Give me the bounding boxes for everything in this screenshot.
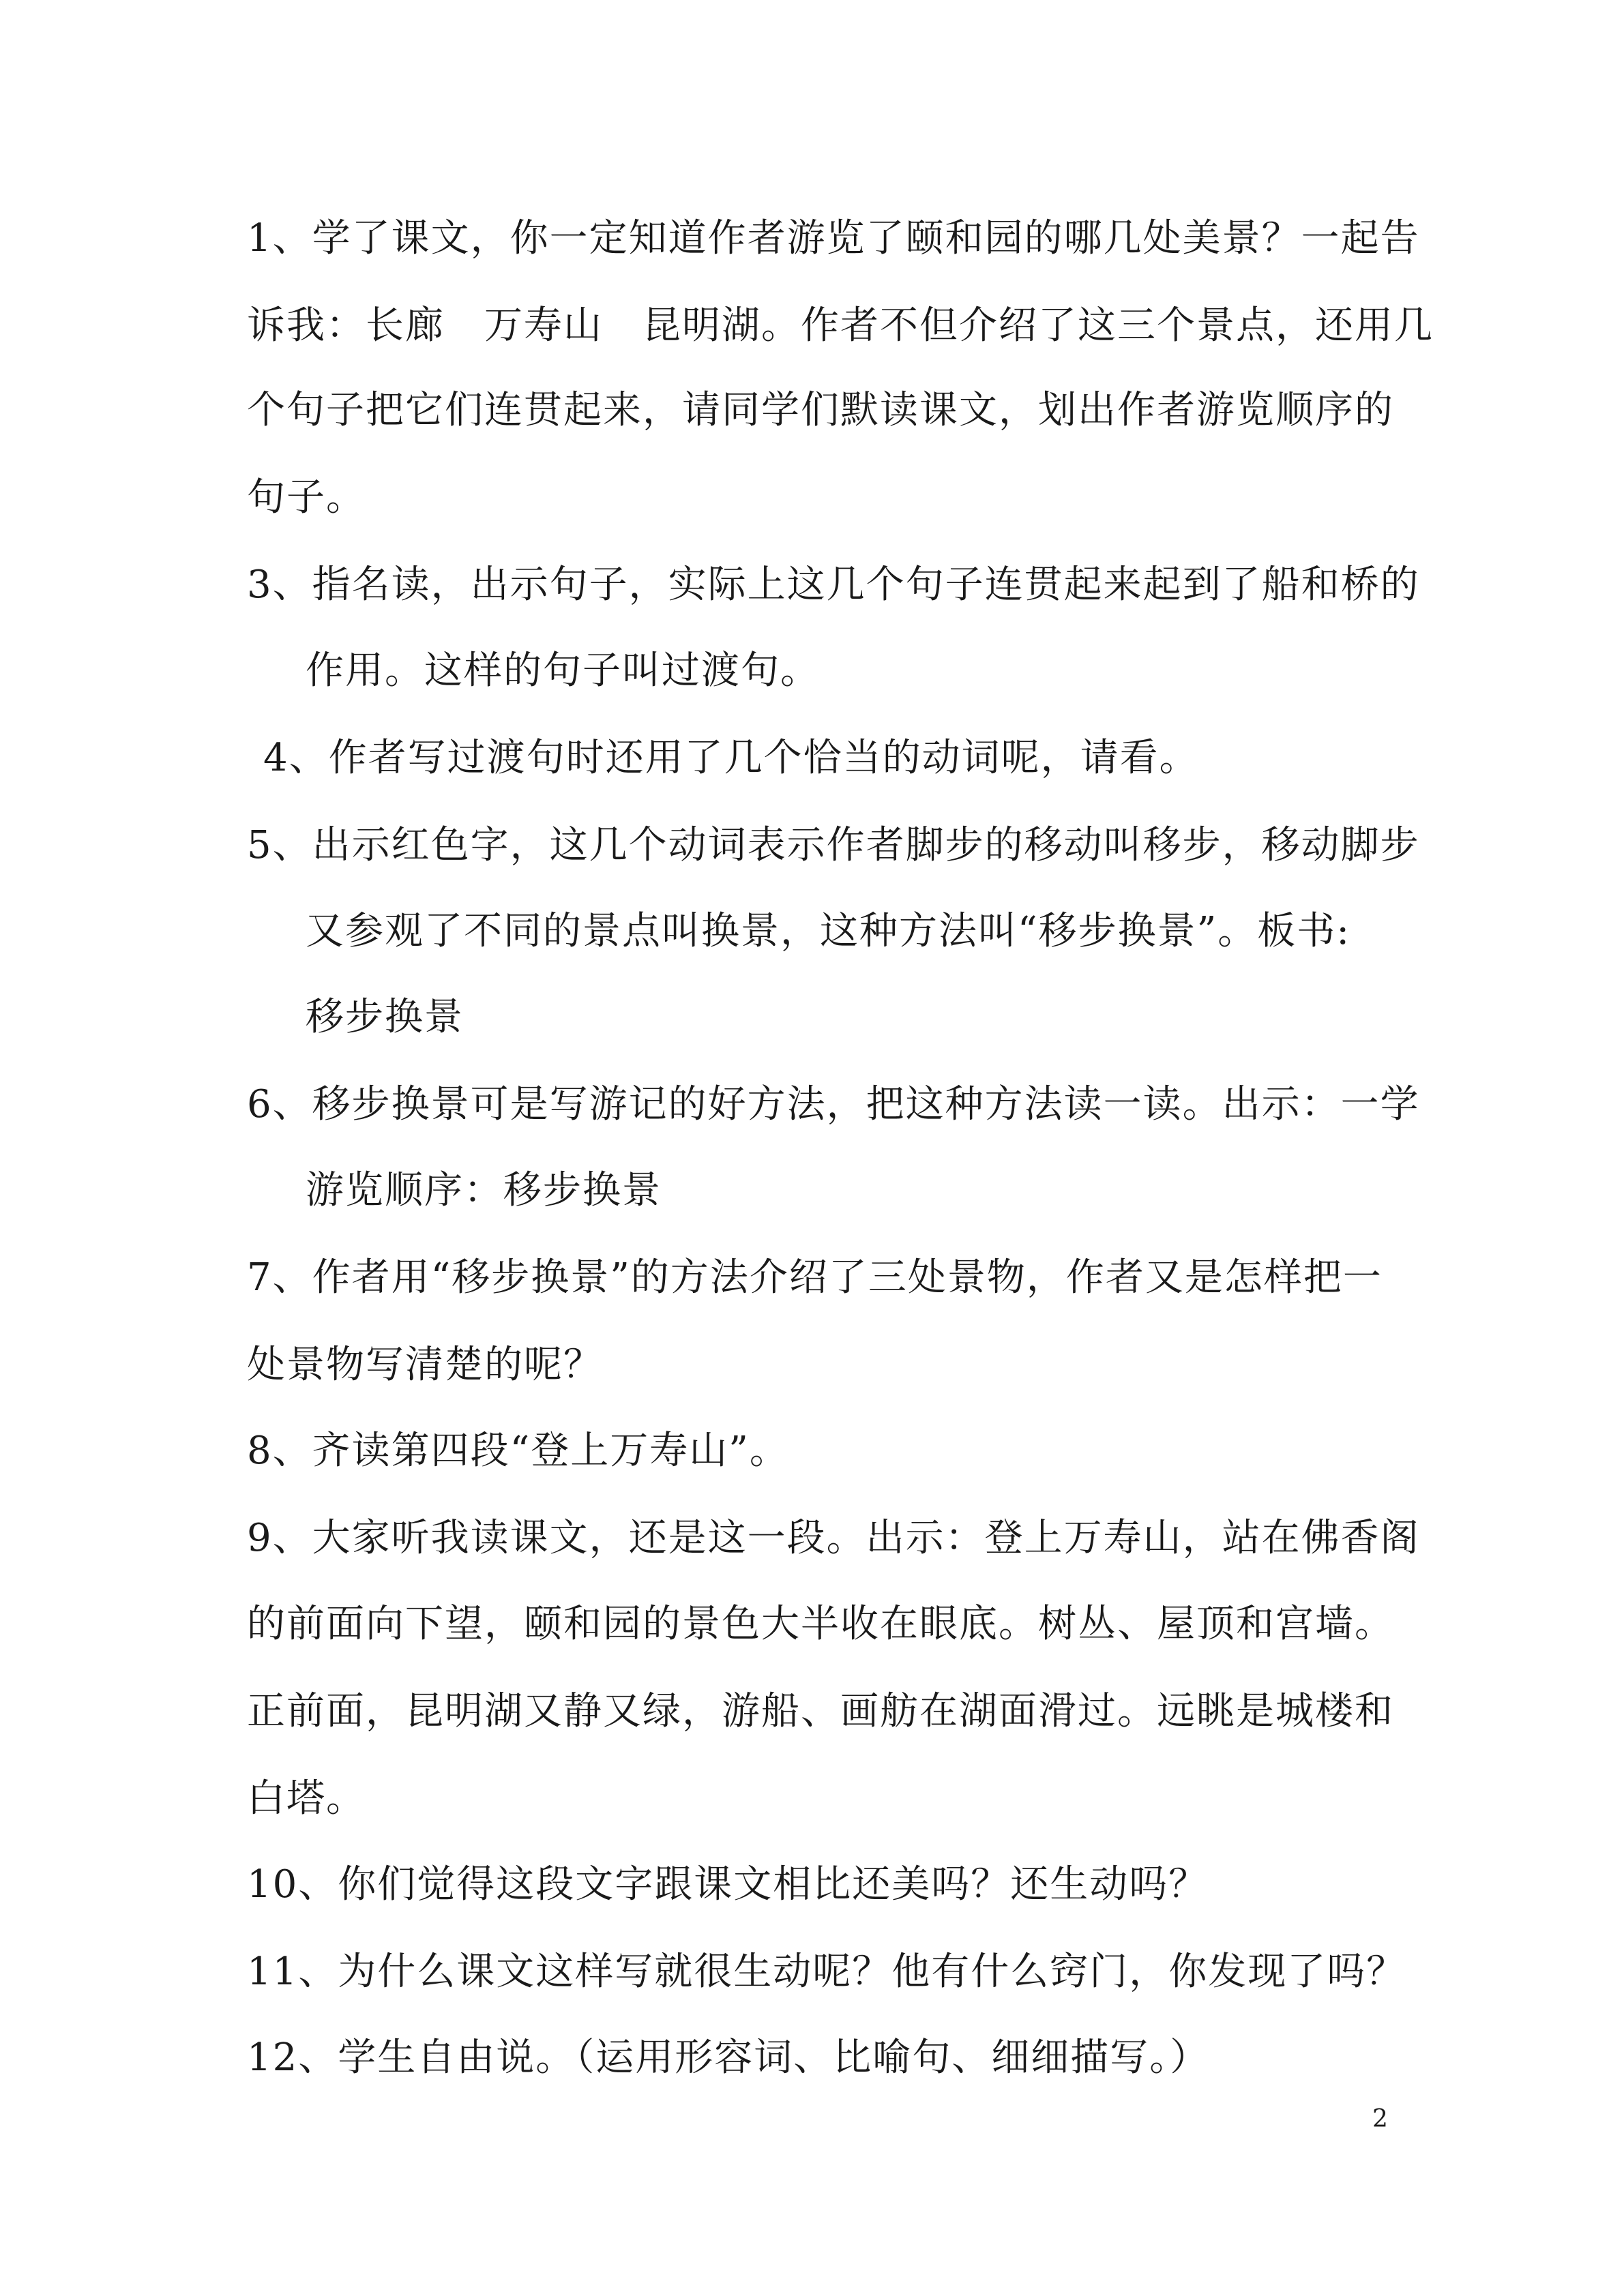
text-line: 6、移步换景可是写游记的好方法，把这种方法读一读。出示：一学	[247, 1082, 1420, 1127]
text-line: 又参观了不同的景点叫换景，这种方法叫“移步换景”。板书:	[306, 909, 1351, 953]
text-line: 8、齐读第四段“登上万寿山”。	[247, 1429, 789, 1473]
text-line: 句子。	[247, 475, 366, 520]
text-line: 处景物写清楚的呢？	[247, 1343, 603, 1387]
text-line: 9、大家听我读课文，还是这一段。出示：登上万寿山，站在佛香阁	[247, 1516, 1420, 1560]
text-line: 5、出示红色字，这几个动词表示作者脚步的移动叫移步，移动脚步	[247, 823, 1420, 867]
text-line: 正前面，昆明湖又静又绿，游船、画舫在湖面滑过。远眺是城楼和	[247, 1689, 1394, 1733]
text-line: 12、学生自由说。（运用形容词、比喻句、细细描写。）	[247, 2036, 1210, 2080]
text-line: 个句子把它们连贯起来，请同学们默读课文，划出作者游览顺序的	[247, 388, 1394, 432]
text-line: 4、作者写过渡句时还用了几个恰当的动词呢，请看。	[263, 736, 1199, 780]
text-line: 诉我：长廊 万寿山 昆明湖。作者不但介绍了这三个景点，还用几	[247, 303, 1434, 348]
text-line: 移步换景	[306, 995, 464, 1039]
text-line: 3、指名读，出示句子，实际上这几个句子连贯起来起到了船和桥的	[247, 563, 1420, 607]
text-line: 白塔。	[247, 1776, 366, 1821]
text-line: 作用。这样的句子叫过渡句。	[306, 648, 820, 693]
page-number: 2	[1372, 2105, 1388, 2133]
text-line: 7、作者用“移步换景”的方法介绍了三处景物，作者又是怎样把一	[247, 1255, 1383, 1300]
text-line: 1、学了课文，你一定知道作者游览了颐和园的哪几处美景？一起告	[247, 216, 1420, 260]
text-line: 游览顺序：移步换景	[306, 1168, 662, 1212]
text-line: 11、为什么课文这样写就很生动呢？他有什么窍门，你发现了吗？	[247, 1950, 1406, 1994]
text-line: 10、你们觉得这段文字跟课文相比还美吗？还生动吗？	[247, 1862, 1209, 1907]
text-line: 的前面向下望，颐和园的景色大半收在眼底。树丛、屋顶和宫墙。	[247, 1602, 1394, 1646]
